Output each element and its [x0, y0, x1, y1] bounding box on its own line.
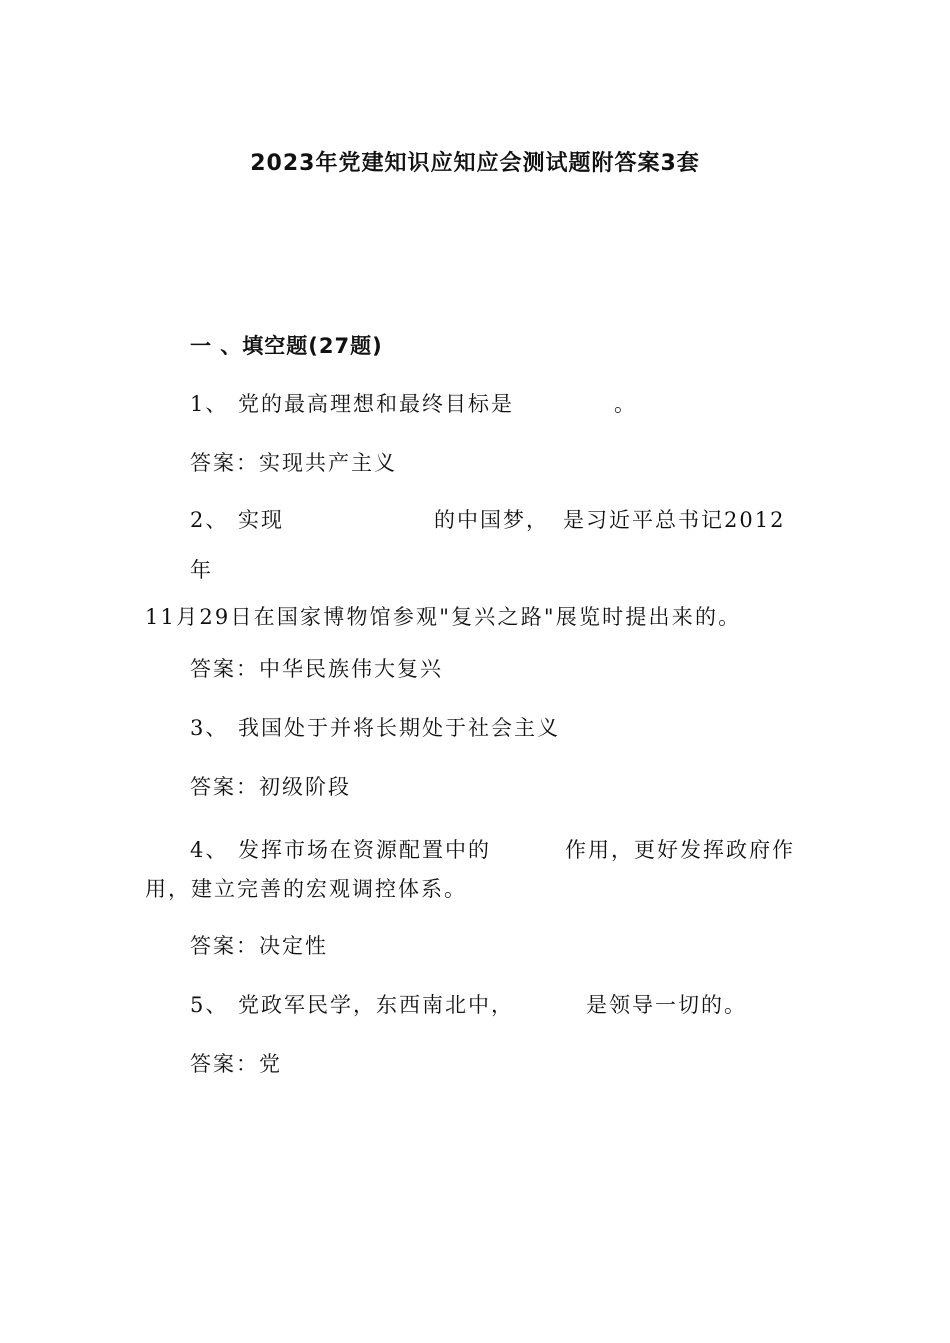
question-4-number: 4、: [190, 838, 229, 862]
question-1-text: 党的最高理想和最终目标是: [238, 392, 514, 416]
question-5-text-end: 是领导一切的。: [586, 993, 747, 1017]
answer-5-label: 答案：: [190, 1052, 259, 1076]
answer-1: [190, 449, 397, 477]
answer-4-label: 答案：: [190, 934, 259, 958]
question-3-number: 3、: [190, 716, 229, 740]
document-title: 2023年党建知识应知应会测试题附答案3套: [250, 151, 700, 176]
question-4-text-end: 作用，更好发挥政府作: [565, 838, 795, 862]
question-5-number: 5、: [190, 993, 229, 1017]
answer-5-value: 党: [259, 1052, 282, 1076]
answer-3-label: 答案：: [190, 775, 259, 799]
question-5-text: 党政军民学，东西南北中，: [238, 993, 514, 1017]
question-4-wrap-1: 用，建立完善的宏观调控体系。: [145, 877, 467, 901]
question-2-number: 2、: [190, 508, 229, 532]
question-2-text-tail: 是习近平总书记2012: [563, 508, 786, 532]
question-2: [190, 506, 785, 534]
question-4-text: 发挥市场在资源配置中的: [238, 838, 491, 862]
question-1-number: 1、: [190, 392, 229, 416]
question-2-text: 实现: [238, 508, 284, 532]
question-2-text-mid: 的中国梦，: [434, 508, 549, 532]
question-3-text: 我国处于并将长期处于社会主义: [238, 716, 560, 740]
question-3: [190, 714, 560, 742]
answer-2-value: 中华民族伟大复兴: [259, 657, 443, 681]
answer-2: [190, 655, 443, 683]
answer-4: [190, 932, 328, 960]
answer-1-value: 实现共产主义: [259, 451, 397, 475]
answer-3-value: 初级阶段: [259, 775, 351, 799]
answer-2-label: 答案：: [190, 657, 259, 681]
question-2-wrap-1: 年: [190, 558, 213, 582]
question-1: [190, 390, 637, 418]
question-1-text-end: 。: [614, 392, 637, 416]
question-5: [190, 991, 747, 1019]
answer-4-value: 决定性: [259, 934, 328, 958]
section-heading: 一 、填空题(27题): [190, 334, 383, 358]
question-4: [190, 836, 795, 864]
answer-3: [190, 773, 351, 801]
question-2-wrap-2: 11月29日在国家博物馆参观"复兴之路"展览时提出来的。: [145, 605, 742, 629]
answer-1-label: 答案：: [190, 451, 259, 475]
answer-5: [190, 1050, 282, 1078]
